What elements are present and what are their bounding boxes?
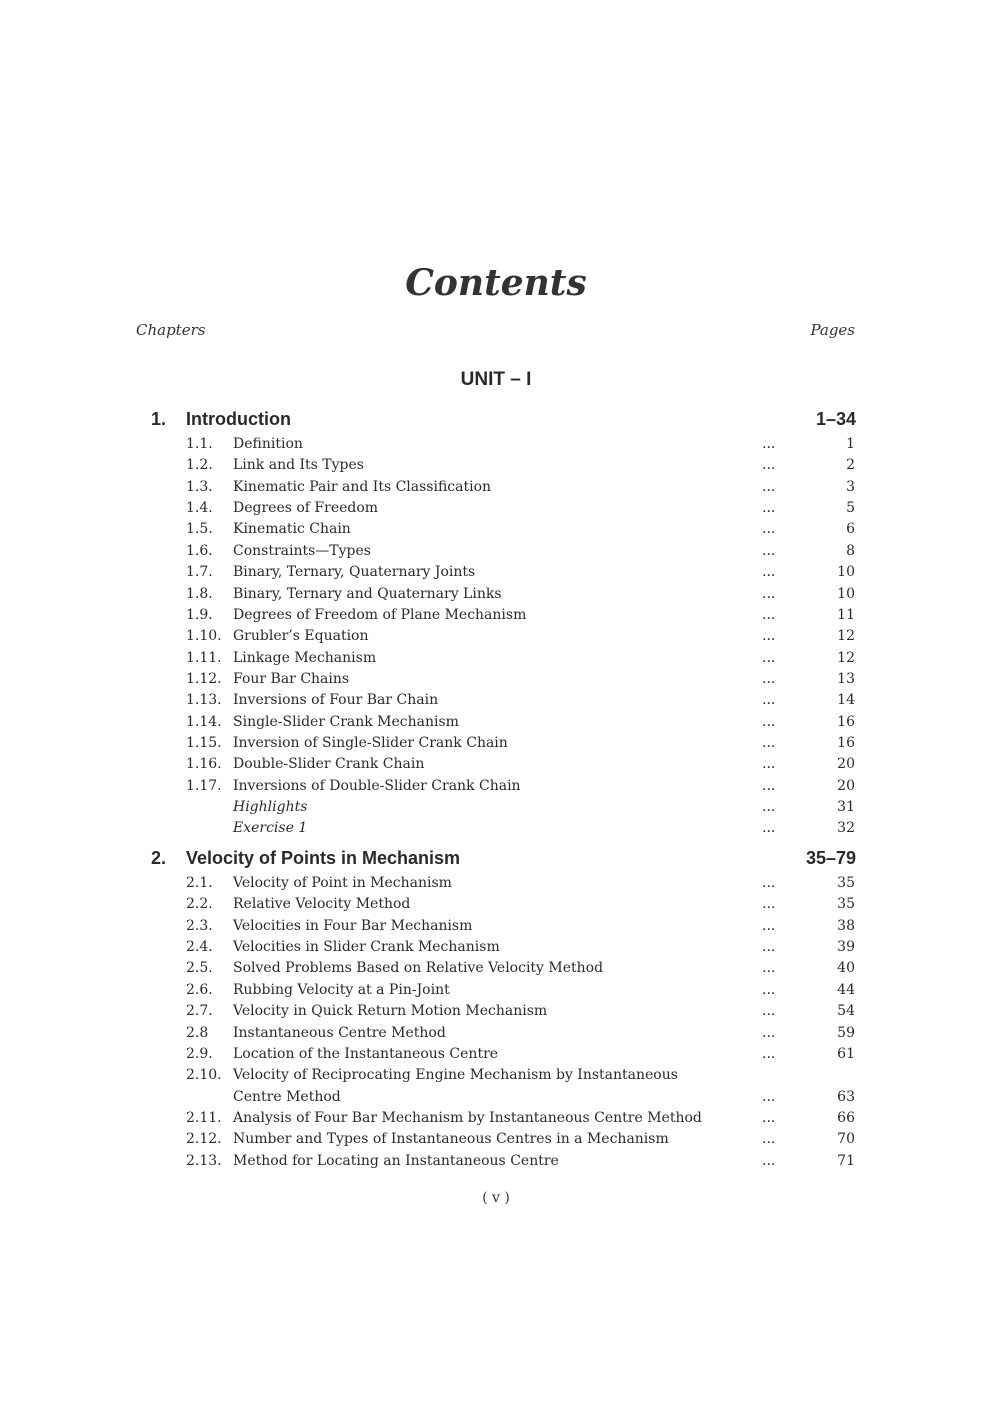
section-page: 54 xyxy=(837,1003,855,1020)
section-title: Solved Problems Based on Relative Velocity Method xyxy=(233,960,604,977)
section-page: 35 xyxy=(837,875,855,891)
section-title: Number and Types of Instantaneous Centres in a Mechanism xyxy=(233,1131,669,1148)
section-number: 1.3. xyxy=(186,478,213,495)
section-number: 2.13. xyxy=(186,1152,222,1169)
section-number: 2.11. xyxy=(186,1109,222,1126)
toc-entry xyxy=(0,1046,992,1066)
chapter-page-range: 1–34 xyxy=(815,409,856,429)
leader-dots: ... xyxy=(762,756,776,773)
section-title: Single-Slider Crank Mechanism xyxy=(233,713,459,730)
column-header-pages: Pages xyxy=(810,321,855,339)
leader-dots: ... xyxy=(762,478,776,495)
leader-dots: ... xyxy=(762,777,776,794)
section-page: 20 xyxy=(837,756,855,773)
toc-entry xyxy=(0,671,992,691)
section-number: 1.14. xyxy=(186,713,222,730)
section-title: Exercise 1 xyxy=(233,820,308,837)
section-number: 2.3. xyxy=(186,917,213,934)
section-title: Binary, Ternary and Quaternary Links xyxy=(233,585,502,602)
toc-entry xyxy=(0,650,992,670)
leader-dots: ... xyxy=(762,875,776,891)
section-number: 2.9. xyxy=(186,1045,213,1062)
section-title: Highlights xyxy=(233,799,308,815)
toc-entry xyxy=(0,896,992,916)
section-number: 1.4. xyxy=(186,500,213,517)
section-title: Inversion of Single-Slider Crank Chain xyxy=(233,734,508,751)
chapter-title: Introduction xyxy=(186,409,291,429)
section-title: Method for Locating an Instantaneous Centre xyxy=(233,1152,559,1169)
section-number: 2.10. xyxy=(186,1067,222,1084)
leader-dots: ... xyxy=(762,606,776,623)
section-title: Velocity in Quick Return Motion Mechanism xyxy=(233,1003,548,1020)
leader-dots: ... xyxy=(762,960,776,977)
section-title: Inversions of Double-Slider Crank Chain xyxy=(233,777,521,794)
section-title: Velocity of Point in Mechanism xyxy=(233,875,452,891)
section-title: Constraints—Types xyxy=(233,542,371,559)
leader-dots: ... xyxy=(762,917,776,934)
toc-entry xyxy=(0,457,992,477)
toc-entry xyxy=(0,799,992,819)
section-title: Linkage Mechanism xyxy=(233,649,377,666)
section-page: 2 xyxy=(846,457,855,474)
section-page: 71 xyxy=(837,1152,855,1169)
section-number: 1.8. xyxy=(186,585,213,602)
section-number: 1.13. xyxy=(186,692,222,709)
leader-dots: ... xyxy=(762,1152,776,1169)
chapter-number: 1. xyxy=(151,409,167,429)
section-title: Kinematic Chain xyxy=(233,521,351,538)
toc-entry xyxy=(0,628,992,648)
section-page: 10 xyxy=(837,585,855,602)
section-page: 66 xyxy=(837,1109,855,1126)
section-page: 38 xyxy=(837,917,855,934)
section-number: 1.17. xyxy=(186,777,222,794)
leader-dots: ... xyxy=(762,1003,776,1020)
section-number: 2.1. xyxy=(186,875,213,891)
section-number: 1.10. xyxy=(186,628,222,645)
toc-entry xyxy=(0,1003,992,1023)
toc-entry xyxy=(0,436,992,456)
section-title: Inversions of Four Bar Chain xyxy=(233,692,439,709)
toc-entry xyxy=(0,714,992,734)
toc-entry xyxy=(0,1067,992,1087)
page-number: ( v ) xyxy=(482,1190,510,1206)
section-number: 1.12. xyxy=(186,670,222,687)
toc-entry xyxy=(0,875,992,895)
section-title: Four Bar Chains xyxy=(233,670,350,687)
section-title: Relative Velocity Method xyxy=(233,896,411,913)
section-page: 32 xyxy=(837,820,855,837)
toc-entry xyxy=(0,479,992,499)
section-page: 3 xyxy=(846,478,855,495)
section-page: 1 xyxy=(846,436,855,452)
section-page: 20 xyxy=(837,777,855,794)
chapter-heading xyxy=(0,848,992,872)
toc-entry xyxy=(0,1110,992,1130)
section-page: 6 xyxy=(846,521,855,538)
toc-entry xyxy=(0,586,992,606)
section-number: 1.6. xyxy=(186,542,213,559)
leader-dots: ... xyxy=(762,628,776,645)
leader-dots: ... xyxy=(762,734,776,751)
section-number: 1.15. xyxy=(186,734,222,751)
leader-dots: ... xyxy=(762,670,776,687)
section-number: 1.11. xyxy=(186,649,222,666)
section-title: Velocity of Reciprocating Engine Mechanism by Instantaneous xyxy=(233,1067,678,1084)
toc-entry xyxy=(0,543,992,563)
toc-entry xyxy=(0,778,992,798)
leader-dots: ... xyxy=(762,1131,776,1148)
section-title: Velocities in Four Bar Mechanism xyxy=(233,917,473,934)
leader-dots: ... xyxy=(762,896,776,913)
toc-entry xyxy=(0,1089,992,1109)
section-number: 2.5. xyxy=(186,960,213,977)
leader-dots: ... xyxy=(762,939,776,955)
toc-entry xyxy=(0,500,992,520)
leader-dots: ... xyxy=(762,981,776,998)
section-page: 11 xyxy=(837,606,855,623)
section-number: 1.2. xyxy=(186,457,213,474)
toc-entry xyxy=(0,564,992,584)
section-title: Grubler’s Equation xyxy=(233,628,369,645)
leader-dots: ... xyxy=(762,1045,776,1062)
section-page: 70 xyxy=(837,1131,855,1148)
toc-entry xyxy=(0,1131,992,1151)
toc-entry xyxy=(0,756,992,776)
leader-dots: ... xyxy=(762,1024,776,1041)
chapter-page-range: 35–79 xyxy=(805,848,856,868)
section-title: Degrees of Freedom of Plane Mechanism xyxy=(233,606,527,623)
section-page: 61 xyxy=(837,1045,855,1062)
leader-dots: ... xyxy=(762,820,776,837)
section-number: 2.6. xyxy=(186,981,213,998)
leader-dots: ... xyxy=(762,521,776,538)
toc-entry xyxy=(0,692,992,712)
leader-dots: ... xyxy=(762,564,776,581)
leader-dots: ... xyxy=(762,457,776,474)
leader-dots: ... xyxy=(762,799,776,815)
leader-dots: ... xyxy=(762,585,776,602)
section-page: 12 xyxy=(837,649,855,666)
section-number: 2.8 xyxy=(186,1024,209,1041)
section-page: 39 xyxy=(837,939,855,955)
leader-dots: ... xyxy=(762,542,776,559)
section-page: 63 xyxy=(837,1088,855,1105)
section-title: Analysis of Four Bar Mechanism by Instantaneous Centre Method xyxy=(233,1109,702,1126)
toc-entry xyxy=(0,735,992,755)
toc-entry xyxy=(0,521,992,541)
section-page: 31 xyxy=(837,799,855,815)
section-number: 1.7. xyxy=(186,564,213,581)
section-number: 1.1. xyxy=(186,436,213,452)
section-title: Instantaneous Centre Method xyxy=(233,1024,446,1041)
section-title: Velocities in Slider Crank Mechanism xyxy=(233,939,500,955)
section-title: Binary, Ternary, Quaternary Joints xyxy=(233,564,476,581)
toc-entry xyxy=(0,982,992,1002)
section-page: 13 xyxy=(837,670,855,687)
section-number: 2.2. xyxy=(186,896,213,913)
toc-entry xyxy=(0,960,992,980)
section-title: Link and Its Types xyxy=(233,457,364,474)
section-page: 8 xyxy=(846,542,855,559)
section-page: 5 xyxy=(846,500,855,517)
toc-entry xyxy=(0,918,992,938)
section-page: 12 xyxy=(837,628,855,645)
chapter-heading xyxy=(0,409,992,433)
section-number: 2.4. xyxy=(186,939,213,955)
page-title: Contents xyxy=(405,262,587,304)
section-number: 2.7. xyxy=(186,1003,213,1020)
section-page: 59 xyxy=(837,1024,855,1041)
column-header-chapters: Chapters xyxy=(136,321,206,339)
toc-entry xyxy=(0,1025,992,1045)
section-page: 40 xyxy=(837,960,855,977)
section-number: 1.16. xyxy=(186,756,222,773)
leader-dots: ... xyxy=(762,1088,776,1105)
section-title: Definition xyxy=(233,436,303,452)
leader-dots: ... xyxy=(762,436,776,452)
section-page: 35 xyxy=(837,896,855,913)
toc-entry xyxy=(0,939,992,959)
chapter-number: 2. xyxy=(151,848,167,868)
section-page: 10 xyxy=(837,564,855,581)
toc-entry xyxy=(0,1153,992,1173)
leader-dots: ... xyxy=(762,713,776,730)
leader-dots: ... xyxy=(762,692,776,709)
section-title: Double-Slider Crank Chain xyxy=(233,756,425,773)
section-page: 44 xyxy=(837,981,855,998)
toc-entry xyxy=(0,607,992,627)
leader-dots: ... xyxy=(762,1109,776,1126)
section-number: 2.12. xyxy=(186,1131,222,1148)
section-title: Kinematic Pair and Its Classification xyxy=(233,478,492,495)
chapter-title: Velocity of Points in Mechanism xyxy=(186,848,461,868)
toc-entry xyxy=(0,820,992,840)
section-number: 1.9. xyxy=(186,606,213,623)
section-page: 16 xyxy=(837,713,855,730)
leader-dots: ... xyxy=(762,500,776,517)
unit-heading: UNIT – I xyxy=(460,369,532,390)
section-title: Degrees of Freedom xyxy=(233,500,379,517)
section-page: 16 xyxy=(837,734,855,751)
section-title: Rubbing Velocity at a Pin-Joint xyxy=(233,981,450,998)
leader-dots: ... xyxy=(762,649,776,666)
section-title: Location of the Instantaneous Centre xyxy=(233,1045,499,1062)
section-title: Centre Method xyxy=(233,1088,341,1105)
section-page: 14 xyxy=(837,692,855,709)
section-number: 1.5. xyxy=(186,521,213,538)
